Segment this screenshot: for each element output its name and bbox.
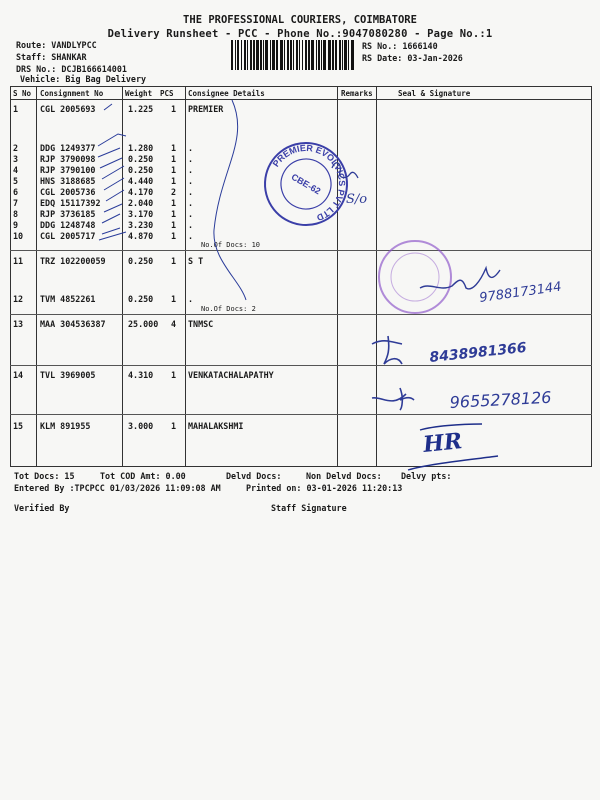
checkmark-strokes [98,100,246,300]
company-stamp [250,128,362,240]
row-sno: 1 [13,104,19,114]
row-sno: 3 [13,154,19,164]
row-weight: 0.250 [128,154,154,164]
row-consignee: . [188,154,194,164]
entered-by: Entered By :TPCPCC 01/03/2026 11:09:08 AM [14,483,221,493]
row-pcs: 1 [171,198,177,208]
row-consignment: EDQ 15117392 [40,198,101,208]
handwritten-phone-3: 9655278126 [449,387,552,412]
non-delivered-docs: Non Delvd Docs: [306,471,382,481]
row-consignee: . [188,187,194,197]
row-sno: 12 [13,294,24,304]
col-header-consignment: Consignment No [40,89,104,98]
delivery-points: Delvy pts: [401,471,452,481]
handwritten-initials: HR [421,428,464,458]
row-consignment: CGL 2005693 [40,104,96,114]
row-consignment: TRZ 102200059 [40,256,106,266]
handwritten-phone-1: 9788173144 [478,279,563,306]
total-docs: Tot Docs: 15 [14,471,75,481]
row-consignee: TNMSC [188,319,214,329]
delivered-docs: Delvd Docs: [226,471,282,481]
row-weight: 4.440 [128,176,154,186]
row-weight: 25.000 [128,319,159,329]
signature-note: S/o [346,192,368,207]
col-header-remarks: Remarks [341,89,373,98]
row-pcs: 1 [171,220,177,230]
drs-number: DRS No.: DCJB166614001 [16,64,127,74]
row-weight: 3.170 [128,209,154,219]
row-sno: 15 [13,421,24,431]
row-consignee: . [188,143,194,153]
faded-stamp [379,241,451,313]
row-sno: 13 [13,319,24,329]
row-consignment: MAA 304536387 [40,319,106,329]
vehicle-label: Vehicle: Big Bag Delivery [20,74,147,84]
row-consignee: . [188,294,194,304]
row-sno: 7 [13,198,19,208]
row-consignee: PREMIER [188,104,224,114]
runsheet-title: Delivery Runsheet - PCC - Phone No.:9047080280 - Page No.:1 [107,28,493,40]
row-pcs: 1 [171,421,177,431]
row-consignee: S T [188,256,204,266]
row-consignment: RJP 3736185 [40,209,96,219]
row-sno: 10 [13,231,24,241]
row-pcs: 2 [171,187,177,197]
row-consignment: DDG 1249377 [40,143,96,153]
row-consignee: . [188,165,194,175]
signature-2 [420,268,500,289]
row-consignment: KLM 891955 [40,421,91,431]
route-label: Route: VANDLYPCC [16,40,97,50]
row-consignee: VENKATACHALAPATHY [188,370,274,380]
docs-count-note: No.Of Docs: 10 [201,241,261,249]
row-pcs: 1 [171,370,177,380]
staff-signature-label: Staff Signature [271,503,347,513]
row-consignment: TVM 4852261 [40,294,96,304]
handwritten-phone-2: 8438981366 [428,339,528,366]
row-weight: 0.250 [128,165,154,175]
row-weight: 3.230 [128,220,154,230]
col-header-consignee: Consignee Details [188,89,265,98]
row-pcs: 4 [171,319,177,329]
row-weight: 4.170 [128,187,154,197]
row-sno: 2 [13,143,19,153]
company-title: THE PROFESSIONAL COURIERS, COIMBATORE [183,14,417,26]
printed-on: Printed on: 03-01-2026 11:20:13 [246,483,403,493]
row-sno: 11 [13,256,24,266]
row-pcs: 1 [171,143,177,153]
row-weight: 4.310 [128,370,154,380]
row-consignment: TVL 3969005 [40,370,96,380]
row-sno: 5 [13,176,19,186]
row-consignee: . [188,198,194,208]
row-sno: 8 [13,209,19,219]
row-weight: 1.280 [128,143,154,153]
row-consignment: CGL 2005736 [40,187,96,197]
row-pcs: 1 [171,209,177,219]
row-consignee: MAHALAKSHMI [188,421,244,431]
rs-number: RS No.: 1666140 [362,41,438,51]
row-consignee: . [188,231,194,241]
stamp-code: CBE-62 [289,171,323,197]
row-sno: 14 [13,370,24,380]
row-weight: 0.250 [128,294,154,304]
row-consignee: . [188,209,194,219]
row-consignment: HNS 3188685 [40,176,96,186]
rs-date: RS Date: 03-Jan-2026 [362,53,463,63]
row-weight: 3.000 [128,421,154,431]
docs-count-note: No.Of Docs: 2 [201,305,256,313]
signature-4 [372,388,414,410]
row-weight: 1.225 [128,104,154,114]
col-header-seal: Seal & Signature [398,89,471,98]
row-pcs: 1 [171,256,177,266]
verified-by: Verified By [14,503,70,513]
row-consignment: RJP 3790100 [40,165,96,175]
row-consignment: RJP 3790098 [40,154,96,164]
row-consignee: . [188,220,194,230]
col-header-weight: Weight [125,89,153,98]
row-consignee: . [188,176,194,186]
row-pcs: 1 [171,176,177,186]
stamp-ring-text: PREMIER EVOLVICS PVT LTD [270,142,348,223]
signature-3 [372,336,402,364]
row-sno: 6 [13,187,19,197]
row-weight: 2.040 [128,198,154,208]
col-header-pcs: PCS [160,89,174,98]
row-sno: 9 [13,220,19,230]
row-consignment: CGL 2005717 [40,231,96,241]
row-weight: 4.870 [128,231,154,241]
row-pcs: 1 [171,294,177,304]
row-consignment: DDG 1248748 [40,220,96,230]
staff-label: Staff: SHANKAR [16,52,87,62]
row-sno: 4 [13,165,19,175]
col-header-sno: S No [13,89,32,98]
total-cod: Tot COD Amt: 0.00 [100,471,186,481]
row-pcs: 1 [171,154,177,164]
row-pcs: 1 [171,104,177,114]
row-weight: 0.250 [128,256,154,266]
row-pcs: 1 [171,165,177,175]
row-pcs: 1 [171,231,177,241]
